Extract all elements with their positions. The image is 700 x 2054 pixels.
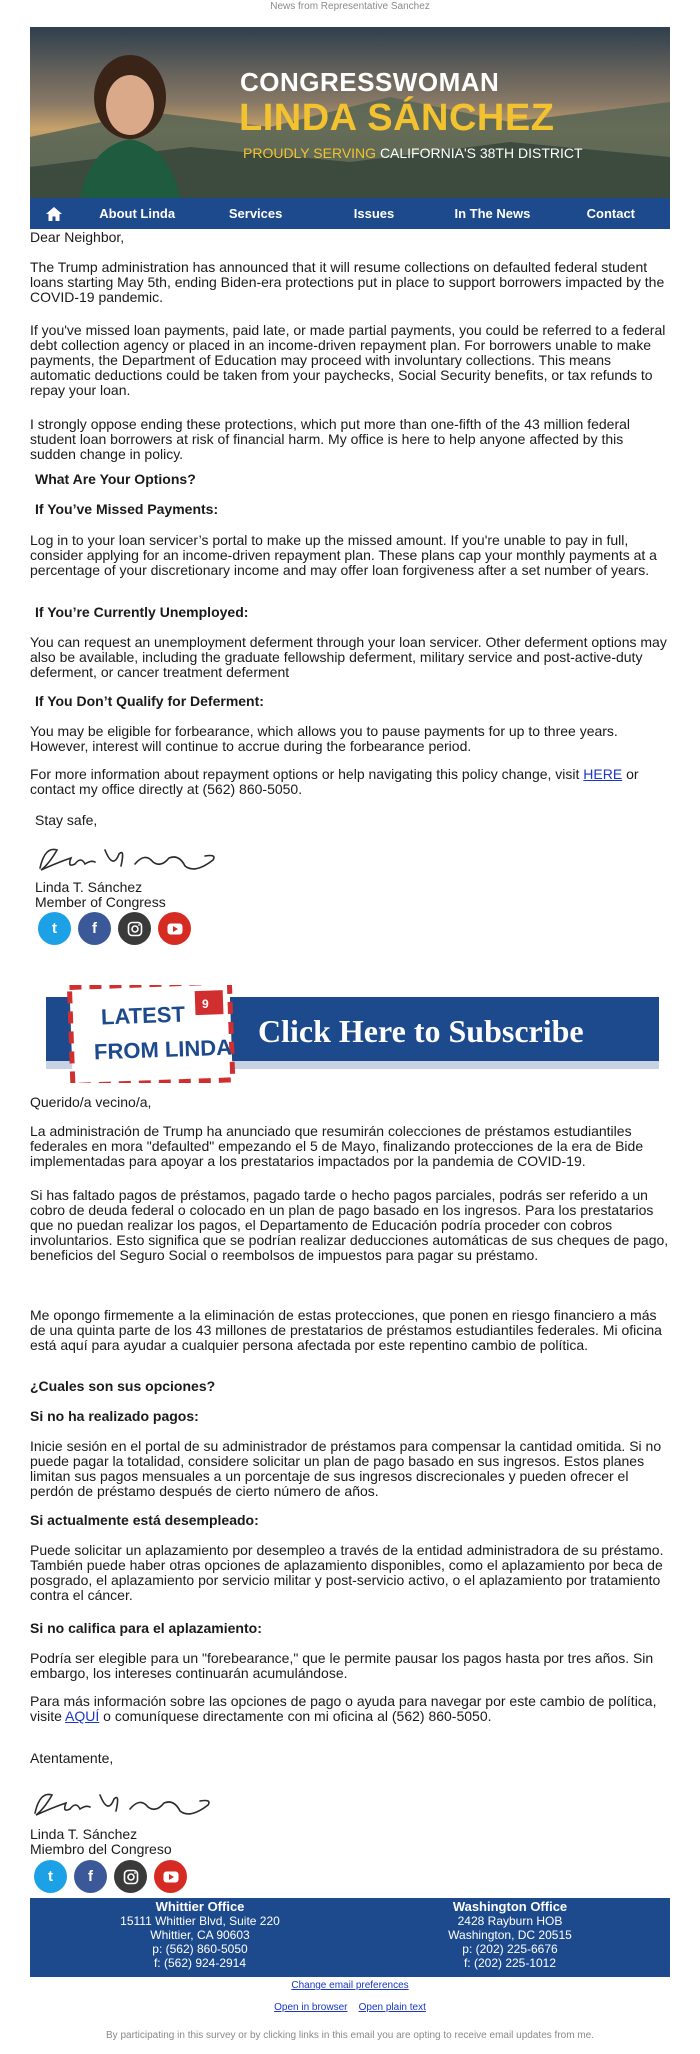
english-signoff: [30, 880, 670, 910]
preheader-text: News from Representative Sanchez: [270, 1, 430, 12]
nav-about[interactable]: About Linda: [99, 206, 176, 221]
footer-links: [0, 1980, 700, 2014]
office-phone: p: (562) 860-5050: [152, 1942, 248, 1956]
office-address-1: 15111 Whittier Blvd, Suite 220: [120, 1914, 280, 1928]
open-in-browser-link[interactable]: Open in browser: [274, 2002, 348, 2013]
spanish-closing-wrap: [30, 1751, 670, 1767]
contact-text-b: o comuníquese directamente con mi oficina al (562) 860-5050.: [103, 1708, 492, 1724]
section-heading: ¿Cuales son sus opciones?: [30, 1378, 216, 1394]
signer-title: Member of Congress: [35, 894, 166, 910]
social-row-spanish: [34, 1860, 187, 1893]
home-icon: [45, 206, 63, 222]
office-whittier: [90, 1900, 310, 1970]
section-heading: If You’re Currently Unemployed:: [35, 604, 249, 620]
nav-home[interactable]: [30, 198, 78, 229]
contact-text-a: For more information about repayment options or help navigating this policy change, visit: [30, 766, 580, 782]
change-preferences-link[interactable]: Change email preferences: [291, 1980, 409, 1991]
header-banner: [30, 27, 670, 198]
paragraph: You may be eligible for forbearance, which allows you to pause payments for up to three years. However, interest will continue to accrue during the forbearance period.: [30, 723, 618, 754]
section-heading: Si actualmente está desempleado:: [30, 1512, 259, 1528]
greeting: Dear Neighbor,: [30, 229, 125, 245]
nav-issues[interactable]: Issues: [353, 206, 395, 221]
signer-name: Linda T. Sánchez: [30, 1826, 138, 1842]
contact-text-b: or contact my office directly at (562) 860-5050.: [30, 766, 639, 797]
office-title: Whittier Office: [155, 1899, 245, 1914]
paragraph: Podría ser elegible para un "forebearance," que le permite pausar los pagos hasta por tres años. Sin embargo, los intereses continuarán acumulándose.: [30, 1650, 654, 1681]
office-address-2: Whittier, CA 90603: [150, 1928, 250, 1942]
paragraph: Puede solicitar un aplazamiento por desempleo a través de la entidad administradora de su préstamo. También puede haber otras opciones de aplazamiento disponibles, como el aplazamiento por beca de posgrado, el aplazamiento por servicio militar y post-servicio activo, o el aplazamiento por tratamiento contra el cáncer.: [30, 1542, 664, 1603]
spanish-signoff: [30, 1827, 670, 1857]
facebook-icon[interactable]: f: [74, 1860, 107, 1893]
subscribe-cta[interactable]: Click Here to Subscribe: [258, 1013, 584, 1049]
section-heading: What Are Your Options?: [35, 471, 196, 487]
banner-subtitle: [243, 145, 583, 161]
stamp-line1: LATEST: [100, 1001, 186, 1030]
paragraph-contact: [30, 1694, 670, 1724]
twitter-icon[interactable]: t: [34, 1860, 67, 1893]
banner-title-line1: CONGRESSWOMAN: [240, 67, 500, 97]
office-fax: f: (202) 225-1012: [463, 1956, 557, 1970]
signer-name: Linda T. Sánchez: [35, 879, 143, 895]
spanish-body: [30, 1095, 670, 1735]
office-fax: f: (562) 924-2914: [153, 1956, 247, 1970]
nav-contact[interactable]: Contact: [586, 206, 636, 221]
paragraph: Log in to your loan servicer’s portal to make up the missed amount. If you're unable to pay in full, consider applying for an income-driven repayment plan. These plans cap your monthly payments at a percentage of your discretionary income and may offer loan forgiveness after a set number of years.: [30, 532, 657, 578]
closing: Stay safe,: [35, 812, 98, 828]
office-phone: p: (202) 225-6676: [462, 1942, 558, 1956]
social-row-english: [38, 912, 191, 945]
section-heading: If You Don’t Qualify for Deferment:: [35, 693, 264, 709]
here-link[interactable]: HERE: [583, 766, 623, 782]
facebook-icon[interactable]: f: [78, 912, 111, 945]
open-plain-text-link[interactable]: Open plain text: [358, 2002, 426, 2013]
banner-subtitle-b: CALIFORNIA'S 38TH DISTRICT: [379, 145, 583, 161]
banner-title-line2: LINDA SÁNCHEZ: [239, 97, 555, 139]
office-title: Washington Office: [452, 1899, 568, 1914]
office-address-2: Washington, DC 20515: [448, 1928, 572, 1942]
instagram-icon[interactable]: [118, 912, 151, 945]
paragraph: The Trump administration has announced that it will resume collections on defaulted federal student loans starting May 5th, ending Biden-era protections put in place to support borrowers impacted by the COVID-19 pandemic.: [30, 259, 665, 305]
instagram-icon[interactable]: [114, 1860, 147, 1893]
main-nav: [30, 198, 670, 229]
paragraph: If you've missed loan payments, paid late, or made partial payments, you could be referred to a federal debt collection agency or placed in an income-driven repayment plan. For borrowers unable to make payments, the Department of Education may proceed with involuntary collections. This means automatic deductions could be taken from your paychecks, Social Security benefits, or tax refunds to repay your loan.: [30, 322, 666, 398]
footer-offices: [30, 1898, 670, 1977]
twitter-icon[interactable]: t: [38, 912, 71, 945]
paragraph: You can request an unemployment deferment through your loan servicer. Other deferment options may also be available, including the graduate fellowship deferment, military service and post-active-duty deferment, or cancer treatment deferment: [30, 634, 667, 680]
greeting: Querido/a vecino/a,: [30, 1094, 152, 1110]
signature: [30, 1785, 220, 1825]
nav-news[interactable]: In The News: [454, 206, 531, 221]
paragraph: Me opongo firmemente a la eliminación de estas protecciones, que ponen en riesgo financiero a más de una quinta parte de los 43 millones de prestatarios de préstamos estudiantiles federales. Mi oficina está aquí para ayudar a cualquier persona afectada por este repentino cambio de política.: [30, 1307, 662, 1353]
stamp-line2: FROM LINDA: [93, 1034, 233, 1065]
contact-text-a: Para más información sobre las opciones de pago o ayuda para navegar por este cambio de política, visite: [30, 1693, 657, 1724]
youtube-icon[interactable]: [154, 1860, 187, 1893]
paragraph: Si has faltado pagos de préstamos, pagado tarde o hecho pagos parciales, podrás ser referido a un cobro de deuda federal o colocado en un plan de pago basado en los ingresos. Para los prestatarios que no puedan realizar los pagos, el Departamento de Educación podría proceder con cobros involuntarios. Esto significa que se podrían realizar deducciones automáticas de sus cheques de pago, beneficios del Seguro Social o reembolsos de impuestos para pagar su préstamo.: [30, 1187, 669, 1263]
disclaimer-text: By participating in this survey or by clicking links in this email you are opting to receive email updates from me.: [106, 2030, 594, 2041]
nav-services[interactable]: Services: [228, 206, 283, 221]
signature: [35, 840, 225, 880]
section-heading: If You’ve Missed Payments:: [35, 501, 219, 517]
paragraph: Inicie sesión en el portal de su administrador de préstamos para compensar la cantidad omitida. Si no puede pagar la totalidad, considere solicitar un plan de pago basado en sus ingresos. Estos planes limitan sus pagos mensuales a un porcentaje de sus ingresos discrecionales y pueden ofrecer el perdón de préstamo después de cierto número de años.: [30, 1438, 662, 1499]
section-heading: Si no califica para el aplazamiento:: [30, 1620, 262, 1636]
english-body: [30, 230, 670, 870]
stamp-number: 9: [202, 997, 209, 1011]
paragraph: La administración de Trump ha anunciado que resumirán colecciones de préstamos estudiantiles federales en mora "defaulted" empezando el 5 de Mayo, finalizando protecciones de la era de Bide implementadas para apoyar a los prestatarios impactados por la pandemia de COVID-19.: [30, 1123, 644, 1169]
youtube-icon[interactable]: [158, 912, 191, 945]
section-heading: Si no ha realizado pagos:: [30, 1408, 199, 1424]
subscribe-banner[interactable]: [46, 985, 659, 1083]
paragraph-contact: [30, 767, 670, 797]
office-address-1: 2428 Rayburn HOB: [457, 1914, 563, 1928]
closing: Atentamente,: [30, 1750, 114, 1766]
aqui-link[interactable]: AQUÍ: [65, 1708, 100, 1724]
banner-subtitle-a: PROUDLY SERVING: [243, 145, 377, 161]
signer-title: Miembro del Congreso: [30, 1841, 172, 1857]
paragraph: I strongly oppose ending these protections, which put more than one-fifth of the 43 million federal student loan borrowers at risk of financial harm. My office is here to help anyone affected by this sudden change in policy.: [30, 416, 631, 462]
office-washington: [400, 1900, 620, 1970]
